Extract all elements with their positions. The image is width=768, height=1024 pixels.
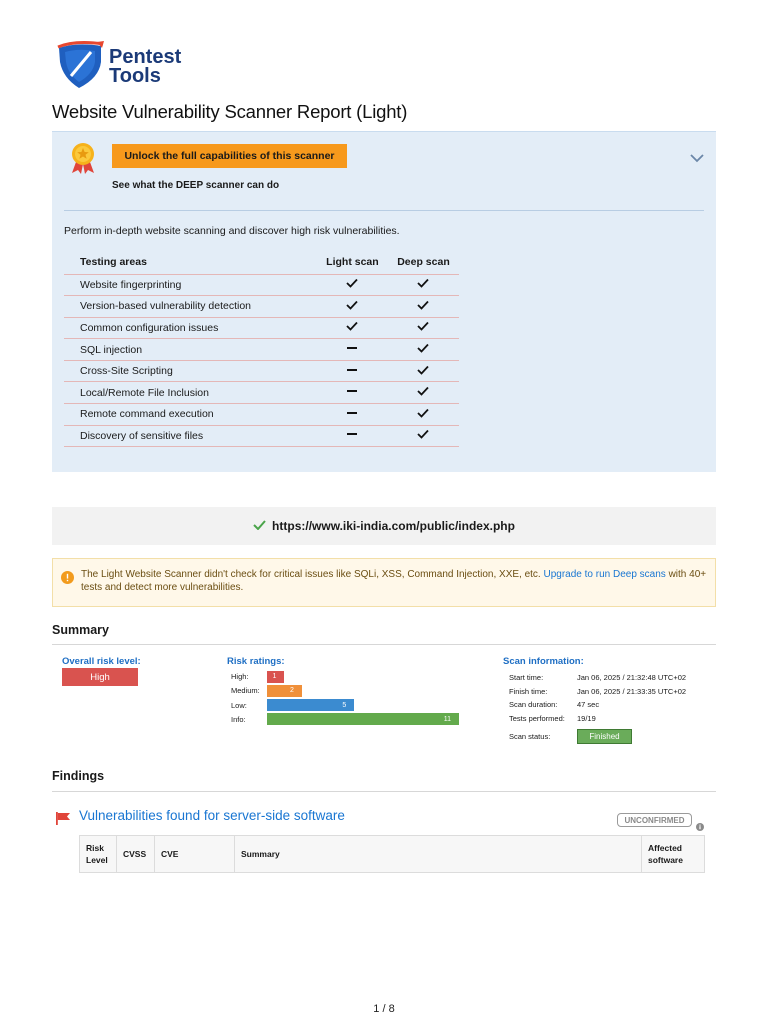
scan-info-row — [509, 671, 686, 684]
header-deep-scan: Deep scan — [397, 255, 450, 268]
divider — [52, 644, 716, 645]
col-cvss: CVSS — [117, 836, 155, 873]
col-summary: Summary — [235, 836, 642, 873]
warning-icon — [61, 571, 74, 587]
testing-area: Remote command execution — [64, 404, 317, 426]
testing-area: Local/Remote File Inclusion — [64, 382, 317, 404]
findings-heading: Findings — [52, 769, 105, 783]
risk-rating-bar: 2 — [267, 685, 302, 697]
check-icon — [346, 278, 358, 291]
risk-rating-bar: 5 — [267, 699, 354, 711]
comparison-table — [64, 250, 459, 447]
comparison-row — [64, 382, 459, 404]
light-scan-cell — [317, 425, 388, 447]
risk-rating-row — [231, 670, 284, 683]
check-icon — [417, 365, 429, 378]
comparison-header-row — [64, 250, 459, 274]
check-icon — [346, 321, 358, 334]
upgrade-link[interactable]: Upgrade to run Deep scans — [543, 569, 666, 580]
report-page — [35, 0, 735, 990]
scan-status-badge: Finished — [577, 729, 632, 744]
deep-scan-cell — [388, 317, 459, 339]
light-scan-cell — [317, 317, 388, 339]
comparison-row — [64, 317, 459, 339]
col-cve: CVE — [155, 836, 235, 873]
vulnerabilities-header-row — [80, 836, 705, 873]
risk-rating-row — [231, 713, 459, 726]
scan-info-row — [509, 685, 686, 698]
upsell-description: Perform in-depth website scanning and discover high risk vulnerabilities. — [64, 225, 400, 237]
chevron-down-icon[interactable] — [690, 148, 704, 167]
overall-risk-badge: High — [62, 668, 138, 686]
scan-info-value: Jan 06, 2025 / 21:33:35 UTC+02 — [577, 686, 687, 696]
shield-icon — [57, 40, 105, 94]
scan-info-key: Scan duration: — [509, 700, 558, 710]
dash-icon — [346, 429, 358, 442]
scan-info-value: 47 sec — [577, 700, 600, 710]
comparison-row — [64, 360, 459, 382]
deep-scan-cell — [388, 360, 459, 382]
dash-icon — [346, 365, 358, 378]
target-url: https://www.iki-india.com/public/index.php — [272, 519, 515, 533]
deep-scan-cell — [388, 296, 459, 318]
check-icon — [417, 343, 429, 356]
overall-risk-label: Overall risk level: — [62, 656, 141, 667]
risk-rating-bar: 1 — [267, 671, 284, 683]
scan-info-key: Finish time: — [509, 686, 548, 696]
scan-status-row — [509, 729, 632, 743]
header-light-scan: Light scan — [326, 255, 379, 268]
deep-scan-cell — [388, 382, 459, 404]
scan-info-row — [509, 698, 599, 711]
risk-rating-bar: 11 — [267, 713, 459, 725]
warning-banner — [52, 558, 716, 607]
testing-area: Website fingerprinting — [64, 274, 317, 296]
testing-area: Common configuration issues — [64, 317, 317, 339]
report-title: Website Vulnerability Scanner Report (Light) — [52, 101, 408, 122]
vulnerability-section-title[interactable]: Vulnerabilities found for server-side software — [79, 808, 345, 823]
deep-scanner-subtitle: See what the DEEP scanner can do — [112, 180, 280, 191]
light-scan-cell — [317, 382, 388, 404]
scan-info-key: Start time: — [509, 673, 544, 682]
header-testing-areas: Testing areas — [80, 255, 147, 268]
testing-area: Version-based vulnerability detection — [64, 296, 317, 318]
divider — [52, 791, 716, 792]
scan-info-value: 19/19 — [577, 713, 596, 723]
comparison-row — [64, 296, 459, 318]
deep-scan-cell — [388, 425, 459, 447]
dash-icon — [346, 343, 358, 356]
col-risk-level: Risk Level — [80, 836, 117, 873]
scan-info-key: Tests performed: — [509, 713, 565, 723]
comparison-row — [64, 339, 459, 361]
light-scan-cell — [317, 339, 388, 361]
risk-rating-row — [231, 699, 354, 712]
medal-icon — [70, 142, 96, 178]
light-scan-cell — [317, 360, 388, 382]
comparison-row — [64, 274, 459, 296]
comparison-row — [64, 425, 459, 447]
deep-scan-cell — [388, 404, 459, 426]
risk-rating-label: High: — [231, 672, 249, 681]
page-number: 1 / 8 — [373, 1003, 395, 1015]
vulnerabilities-table — [79, 835, 705, 873]
risk-ratings-label: Risk ratings: — [227, 656, 285, 667]
flag-icon — [56, 810, 71, 829]
divider — [64, 210, 704, 211]
warning-text: The Light Website Scanner didn't check for critical issues like SQLi, XSS, Command Injection, XXE, etc. Upgrade to run Deep scans with 40+ tests and detect more vulnerabilities. — [81, 569, 707, 593]
unconfirmed-badge: UNCONFIRMED — [617, 813, 692, 827]
info-icon[interactable] — [696, 816, 704, 835]
risk-rating-label: Medium: — [231, 686, 260, 696]
upsell-panel — [52, 131, 716, 472]
check-icon — [417, 300, 429, 313]
risk-rating-label: Info: — [231, 714, 246, 724]
light-scan-cell — [317, 404, 388, 426]
deep-scan-cell — [388, 339, 459, 361]
target-url-bar — [52, 507, 716, 545]
risk-rating-label: Low: — [231, 700, 247, 710]
light-scan-cell — [317, 296, 388, 318]
dash-icon — [346, 386, 358, 399]
check-icon — [417, 278, 429, 291]
testing-area: SQL injection — [64, 339, 317, 361]
scan-info-label: Scan information: — [503, 656, 584, 667]
risk-rating-row — [231, 684, 302, 697]
testing-area: Cross-Site Scripting — [64, 360, 317, 382]
col-affected-software: Affected software — [642, 836, 705, 873]
check-icon — [417, 429, 429, 442]
pentest-tools-logo — [57, 40, 181, 94]
scan-status-key: Scan status: — [509, 731, 551, 741]
logo-wordmark: Pentest Tools — [109, 46, 182, 87]
dash-icon — [346, 408, 358, 421]
deep-scan-cell — [388, 274, 459, 296]
testing-area: Discovery of sensitive files — [64, 425, 317, 447]
check-icon — [417, 321, 429, 334]
light-scan-cell — [317, 274, 388, 296]
comparison-row — [64, 404, 459, 426]
check-icon — [417, 408, 429, 421]
summary-heading: Summary — [52, 623, 109, 637]
unlock-scanner-button[interactable]: Unlock the full capabilities of this scanner — [112, 144, 347, 168]
check-icon — [346, 300, 358, 313]
scan-info-row — [509, 712, 596, 725]
check-icon — [253, 519, 266, 533]
scan-info-value: Jan 06, 2025 / 21:32:48 UTC+02 — [577, 673, 687, 682]
check-icon — [417, 386, 429, 399]
